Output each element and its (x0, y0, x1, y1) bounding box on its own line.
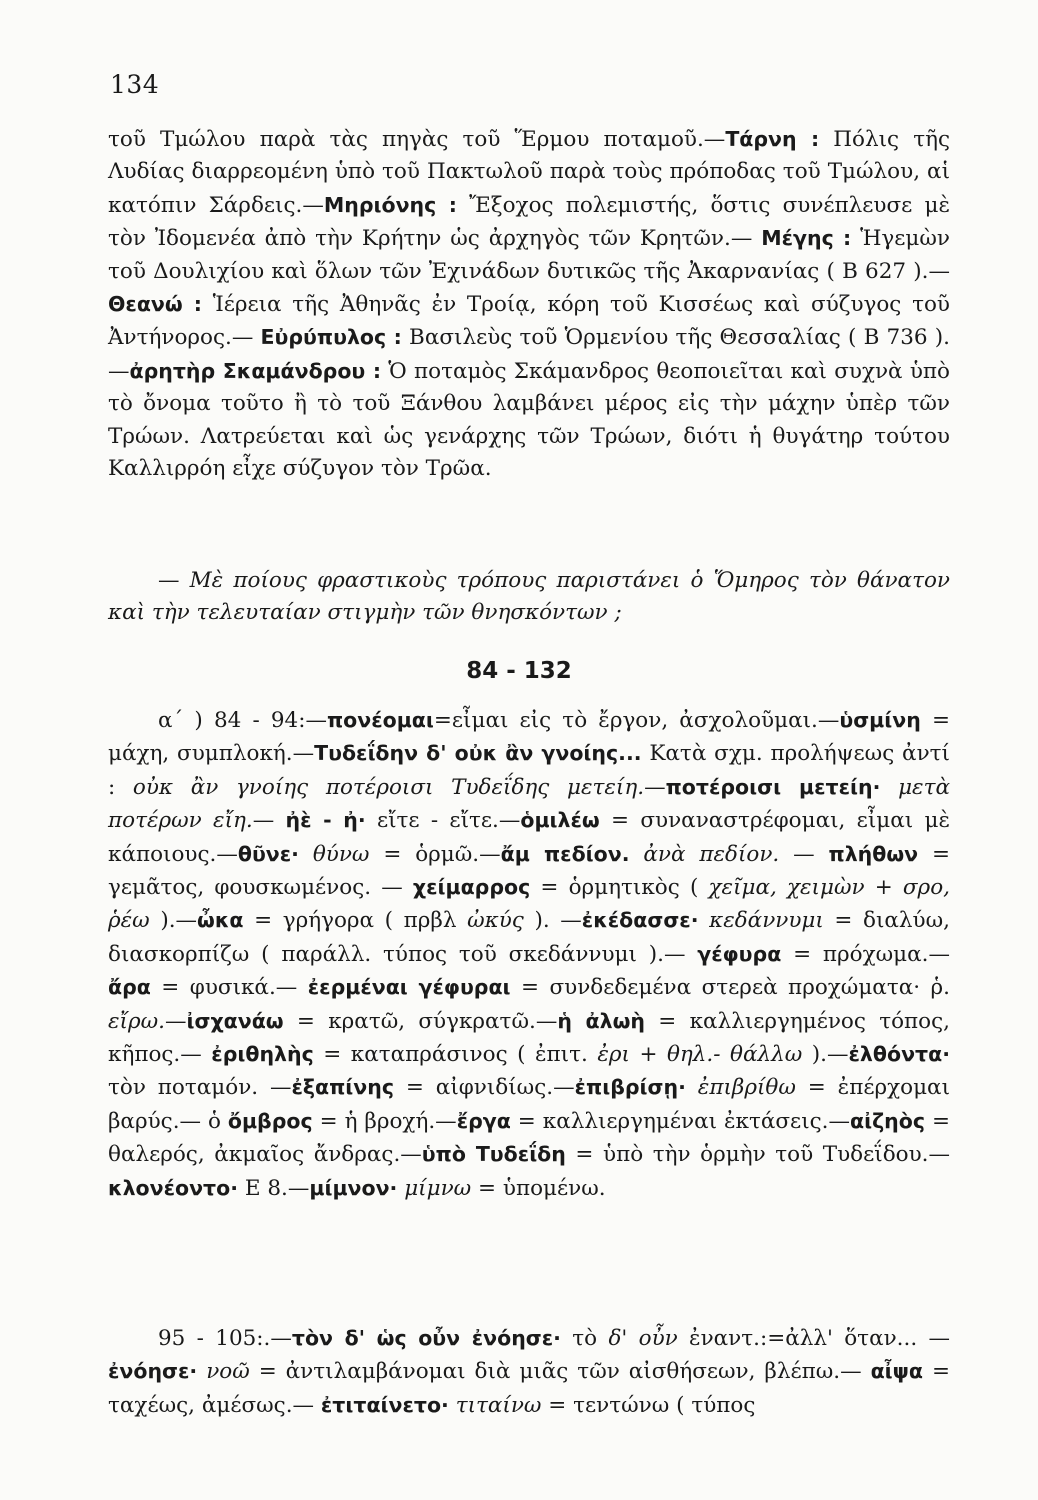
text-run: τὸ (560, 1326, 609, 1351)
headword: τὸν δ' ὡς οὖν ἐνόησε· (291, 1326, 561, 1350)
text-run: τοῦ Τμώλου παρὰ τὰς πηγὰς τοῦ Ἕρμου ποταμοῦ.— (108, 127, 726, 152)
italic-citation: τιταίνω (455, 1392, 542, 1418)
headword: ἐξαπίνης (291, 1075, 395, 1100)
italic-citation: δ' οὖν (608, 1326, 678, 1351)
headword: ὑσμίνη (839, 708, 921, 732)
text-run: = ὑπομένω. (471, 1175, 606, 1201)
text-run (686, 1075, 698, 1100)
text-run (299, 842, 313, 867)
text-run: Ὁ ποταμὸς Σκάμανδρος θεοποιεῖται καὶ συχνὰ ὑπὸ τὸ ὄνομα τοῦτο ἢ τὸ τοῦ Ξάνθου λαμβάνει μέρος εἰς τὴν μάχην ὑπὲρ τῶν Τρώων. Λατρεύεται καὶ ὡς γενάρχης τῶν Τρώων, διότι ἡ θυγάτηρ τούτου Καλλιρρόη εἶχε σύζυγον τὸν Τρῶα. (108, 358, 950, 482)
text-run (197, 1359, 206, 1384)
text-run: = καλλιεργημέναι ἐκτάσεις.— (510, 1108, 850, 1134)
text-run: = κρατῶ, σύγκρατῶ.— (283, 1008, 558, 1034)
text-run: α΄ ) 84 - 94:— (158, 708, 327, 733)
text-run: εἴτε - εἴτε.— (365, 808, 521, 834)
text-run: τὸν ποταμόν. — (108, 1075, 292, 1101)
headword: ποτέροισι μετείη· (665, 774, 881, 799)
text-run: ).— (149, 908, 198, 934)
headword: ὄμβρος (227, 1108, 313, 1133)
text-run: Ἡγεμὼν τοῦ Δουλιχίου καὶ ὅλων τῶν Ἐχινάδων δυτικῶς τῆς Ἀκαρνανίας ( Β 627 ).— (108, 226, 950, 284)
text-run (698, 908, 709, 933)
text-run: — (158, 568, 190, 593)
section-heading: 84 - 132 (466, 658, 572, 684)
headword: γέφυρα (697, 941, 782, 966)
italic-citation: ὠκύς (467, 908, 524, 934)
italic-citation: κεδάννυμι (709, 908, 824, 934)
headword: χείμαρρος (412, 875, 531, 900)
text-run: = θαλερός, ἀκμαῖος ἄνδρας.— (108, 1108, 950, 1168)
headword: ἄρα (108, 975, 151, 1000)
italic-citation: ἐπιβρίθω (697, 1075, 796, 1101)
italic-citation: μετὰ ποτέρων εἴη. (108, 774, 951, 834)
headword: ὦκα (197, 908, 244, 933)
text-run: = μάχη, συμπλοκή.— (108, 708, 950, 767)
italic-citation: θύνω (312, 841, 370, 867)
text-run: = φυσικά.— (150, 975, 308, 1001)
commentary-paragraph-95 (108, 1322, 950, 1422)
headword: ἐερμέναι γέφυραι (307, 975, 511, 1000)
headword: ὁμιλέω (520, 808, 600, 833)
headword: κλονέοντο· (108, 1175, 238, 1200)
text-run: Ἱέρεια τῆς Ἀθηνᾶς ἐν Τροίᾳ, κόρη τοῦ Κισσέως καὶ σύζυγος τοῦ Ἀντήνορος.— (108, 292, 950, 351)
text-run: — (164, 1008, 187, 1034)
text-run: = ἡ βροχή.— (312, 1108, 457, 1134)
text-run: Ἔξοχος πολεμιστής, ὅστις συνέπλευσε μὲ τὸν Ἰδομενέα ἀπὸ τὴν Κρήτην ὡς ἀρχηγὸς τῶν Κρητῶν.— (108, 192, 950, 252)
text-run: =εἶμαι εἰς τὸ ἔργον, ἀσχολοῦμαι.— (433, 708, 840, 733)
text-run: = ἐπέρχομαι βαρύς.— ὁ (108, 1075, 950, 1134)
headword: ἐπιβρίσῃ· (574, 1075, 686, 1100)
italic-citation: οὐκ ἂν γνοίης ποτέροισι Τυδεΐδης μετείη. (132, 774, 645, 800)
text-run: = συναναστρέφομαι, εἶμαι μὲ κάποιους.— (108, 808, 950, 867)
text-run: Πόλις τῆς Λυδίας διαρρεομένη ὑπὸ τοῦ Πακτωλοῦ παρὰ τοὺς πρόποδας τοῦ Τμώλου, αἱ κατόπιν Σάρδεις.— (108, 127, 951, 218)
headword: Μέγης : (761, 226, 852, 251)
headword: πονέομαι (326, 708, 434, 732)
text-run: Βασιλεὺς τοῦ Ὁρμενίου τῆς Θεσσαλίας ( Β 736 ).— (108, 325, 950, 384)
italic-citation: μίμνω (404, 1175, 472, 1201)
headword: ἔργα (456, 1108, 511, 1133)
text-run: Κατὰ σχμ. προλήψεως ἀντί : (108, 741, 950, 800)
text-run: — (252, 808, 286, 834)
italic-citation: ἀνὰ πεδίον. (643, 841, 780, 867)
text-run: = γρήγορα ( πρβλ (243, 908, 468, 934)
headword: ἐριθηλὴς (211, 1042, 314, 1067)
text-run (880, 775, 898, 800)
text-run: = ταχέως, ἀμέσως.— (108, 1359, 950, 1418)
page-number: 134 (110, 70, 160, 99)
headword: Μηριόνης : (323, 192, 457, 217)
text-run: = ἀντιλαμβάνομαι διὰ μιᾶς τῶν αἰσθήσεων, βλέπω.— (249, 1359, 871, 1385)
text-run: ).— (802, 1042, 849, 1068)
italic-citation: Μὲ ποίους φραστικοὺς τρόπους παριστάνει ὁ Ὅμηρος τὸν θάνατον καὶ τὴν τελευταίαν στιγμὴν τῶν θνησκόντων ; (108, 568, 950, 626)
headword: θῦνε· (237, 841, 299, 866)
headword: ἀρητὴρ Σκαμάνδρου : (129, 358, 382, 383)
italic-citation: νοῶ (206, 1359, 250, 1385)
headword: Τυδεΐδην δ' οὐκ ἂν γνοίης... (314, 741, 642, 766)
headword: αἰζηὸς (850, 1108, 926, 1133)
glossary-paragraph-1 (108, 123, 950, 485)
text-run: = γεμᾶτος, φουσκωμένος. — (108, 841, 951, 901)
text-run: 95 - 105:.— (158, 1326, 292, 1351)
italic-citation: εἴρω. (108, 1008, 165, 1034)
text-run: ). — (523, 908, 582, 934)
headword: ἐτιταίνετο· (320, 1392, 449, 1417)
text-run: ἐναντ.:=ἀλλ' ὅταν... — (677, 1326, 950, 1351)
italic-citation: ἐρι + θηλ.- θάλλω (597, 1042, 803, 1068)
headword: Τάρνη : (725, 127, 820, 151)
text-run: = διαλύω, διασκορπίζω ( παράλλ. τύπος τοῦ σκεδάννυμι ).— (108, 908, 950, 967)
text-run: = τεντώνω ( τύπος (541, 1392, 756, 1418)
headword: ἐκέδασσε· (581, 908, 699, 933)
text-run: — (779, 841, 829, 867)
headword: πλήθων (828, 841, 919, 866)
text-run: = ὑπὸ τὴν ὁρμὴν τοῦ Τυδεΐδου.— (565, 1142, 950, 1168)
text-run: — (644, 774, 666, 800)
headword: ἐλθόντα· (848, 1042, 950, 1067)
headword: ἰσχανάω (186, 1008, 284, 1033)
italic-citation: χεῖμα, χειμὼν + σρο, ῥέω (108, 875, 950, 934)
text-run: = καταπράσινος ( ἐπιτ. (313, 1042, 598, 1068)
commentary-paragraph-alpha (108, 704, 950, 1205)
headword: ἡ ἀλωὴ (557, 1008, 645, 1033)
headword: ἐνόησε· (108, 1359, 198, 1384)
text-run: Ε 8.— (238, 1175, 310, 1201)
text-run (449, 1393, 456, 1418)
headword: ὑπὸ Τυδεΐδη (421, 1142, 566, 1167)
text-run: = ὁρμητικὸς ( (530, 875, 709, 901)
text-run: = πρόχωμα.— (781, 941, 950, 967)
text-run: = καλλιεργημένος τόπος, κῆπος.— (108, 1008, 951, 1068)
text-run: = αἰφνιδίως.— (394, 1075, 575, 1101)
headword: αἶψα (870, 1359, 924, 1384)
text-run (630, 842, 644, 867)
headword: μίμνον· (309, 1175, 398, 1200)
headword: ἠὲ - ἠ· (285, 808, 366, 833)
headword: Εὐρύπυλος : (260, 325, 402, 350)
headword: Θεανώ : (108, 292, 202, 317)
text-run: = συνδεδεμένα στερεὰ προχώματα· ῥ. (510, 975, 950, 1001)
text-run: = ὁρμῶ.— (369, 841, 501, 867)
question-paragraph (108, 565, 950, 630)
headword: ἄμ πεδίον. (500, 841, 630, 866)
